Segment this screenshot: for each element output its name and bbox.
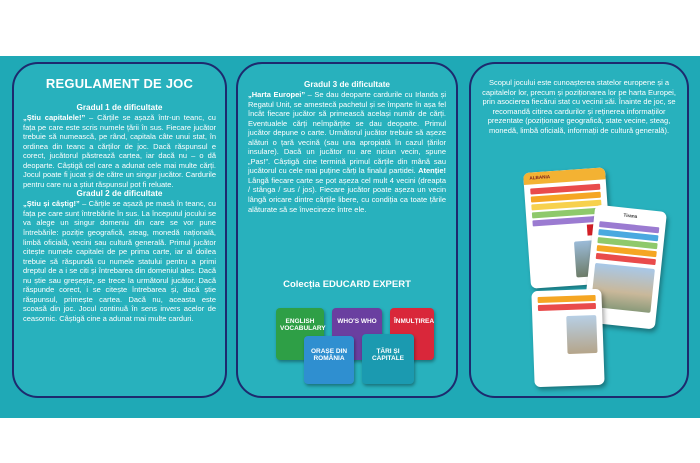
level3-name: „Harta Europei” — [248, 90, 306, 99]
level3-panel — [236, 62, 458, 398]
purpose-panel — [469, 62, 689, 398]
product-box-label: ÎNMULȚIREA — [394, 318, 435, 325]
rules-panel — [12, 62, 227, 398]
level1-name: „Știu capitalele!” — [23, 113, 86, 122]
card-country-name: ALBANIA — [529, 174, 551, 181]
product-box-orase — [304, 336, 354, 384]
product-box-label: WHO'S WHO — [337, 318, 377, 325]
product-box-label: ENGLISH VOCABULARY — [280, 318, 326, 332]
level2-name: „Știu și câștig!” — [23, 199, 80, 209]
level3-heading: Gradul 3 de dificultate — [304, 80, 390, 89]
card-capital-name: Tirana — [623, 212, 638, 219]
cathedral-photo — [566, 315, 597, 354]
level1-paragraph — [23, 113, 216, 189]
level3-body — [248, 80, 446, 214]
level1-heading: Gradul 1 de dificultate — [76, 103, 163, 112]
level2-text: – Cărțile se așază pe masă în teanc, cu fața pe care sunt întrebările în sus. La începutul jocului se va alege un singur domeniu din care se vor pune întrebările: poziție geografică, steag, monedă națională, limbă oficială, vecini sau cultură generală. Primul jucător citește numele capitalei de pe prima carte, iar al doilea trebuie să răspundă cu numele statului pentru a primi dreptul de a i se citi și întrebarea din domeniul ales. Dacă nu știe sau greșește, se trece la următorul jucător. Dacă răspunde corect, i se citește întrebarea și, dacă știe răspunsul, primește cartea. Dacă nu, aceasta este scoasă din joc. Jocul continuă în sens invers acelor de ceasornic. Câștigă cine a adunat mai multe carduri. — [23, 199, 216, 323]
attention-label: Atenție! — [418, 166, 446, 176]
level3-text-b: Lângă fiecare carte se pot așeza cel mult 4 vecini (dreapta / stânga / sus / jos). Fiecare jucător poate așeza un vecin lângă oricare dintre cărțile libere, cu condiția ca toate țările alăturate să se învecineze între ele. — [248, 175, 446, 214]
capital-card-bottom — [531, 289, 604, 387]
rules-body — [23, 103, 216, 323]
level2-heading: Gradul 2 de dificultate — [76, 189, 163, 199]
level1-text: – Cărțile se așază într-un teanc, cu fața pe care este scris numele țării în sus. Fiecare jucător trebuie să numească, pe rând, capitala câte unui stat, în ordinea din teanc a cărților de joc. Dacă răspunsul e corect, jucătorul păstrează cartea, iar dacă nu – o dă deoparte. Câștigă cel care a adunat cele mai multe cărți. Jocul poate fi jucat și de către un singur jucător. Cardurile pentru care nu a știut răspunsul pot fi reluate. — [23, 113, 216, 189]
product-box-label: ORAȘE DIN ROMÂNIA — [310, 348, 348, 362]
level2-paragraph — [23, 199, 216, 323]
card-row — [538, 295, 596, 303]
card-row — [538, 303, 596, 311]
product-box-label: ȚĂRI ȘI CAPITALE — [371, 348, 405, 362]
product-box-tari-capitale — [362, 334, 414, 384]
level3-text-a: – Se dau deoparte cardurile cu Irlanda și Regatul Unit, se amestecă pachetul și se împarte în așa fel încât fiecare jucător să primească același număr de cărți. Eventualele cărți neîmpărțite se dau deoparte. Primul jucător depune o carte. Următorul jucător trebuie să așeze alături o țară vecină (sau una apropiată în cazul țărilor insulare). Dacă un jucător nu are niciun vecin, spune „Pas!”. Câștigă cine termină primul cărțile din mână sau jucătorul cu cele mai puține cărți la finalul partidei. — [248, 90, 446, 176]
purpose-body — [481, 78, 677, 135]
purpose-paragraph: Scopul jocului este cunoașterea statelor europene și a capitalelor lor, precum și poziționarea lor pe harta Europei, prin asocierea fiecărui stat cu vecinii săi. Înainte de joc, se recomandă citirea cardurilor și reținerea informațiilor prezentate (poziționare geografică, state vecine, steag, monedă, limbă oficială, informații de cultură generală). — [482, 78, 676, 135]
collection-title: Colecția EDUCARD EXPERT — [283, 279, 411, 290]
level3-paragraph — [248, 90, 446, 214]
rules-title: REGULAMENT DE JOC — [45, 76, 194, 91]
